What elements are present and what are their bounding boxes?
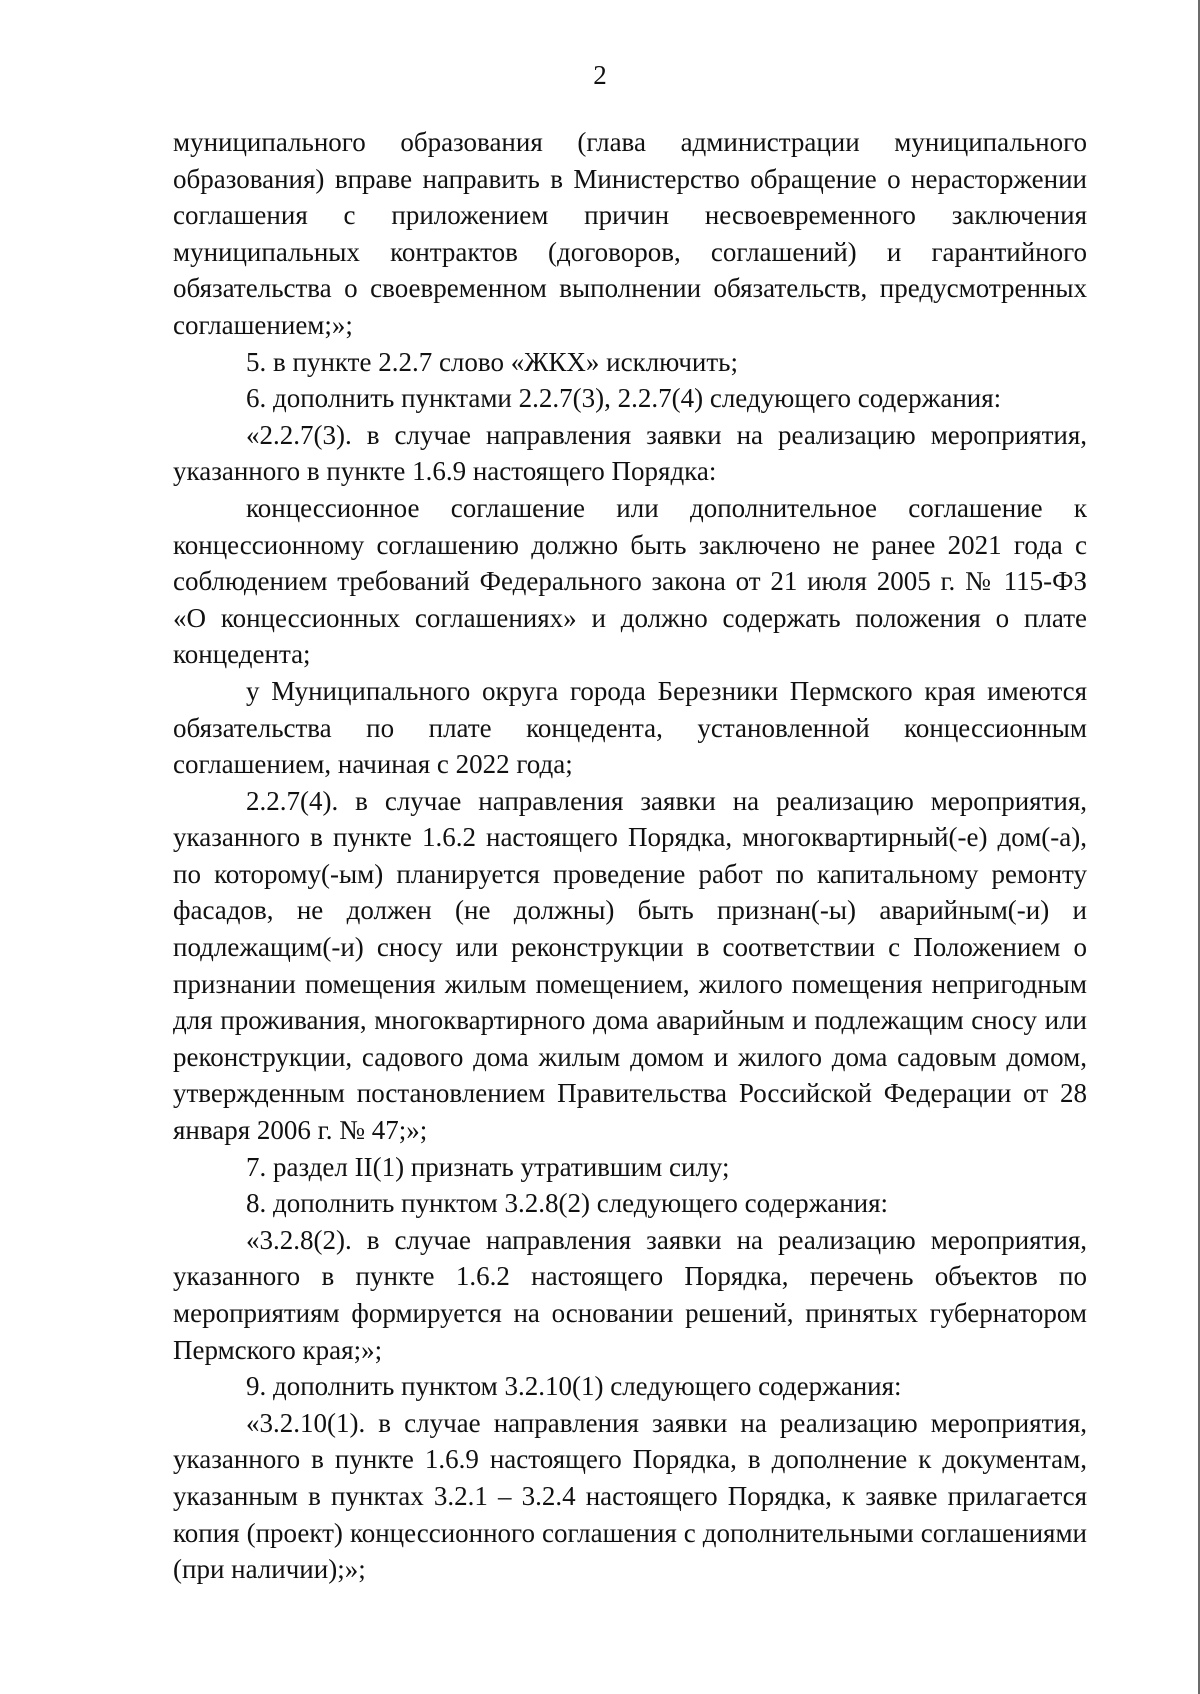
paragraph-6: у Муниципального округа города Березники Пермского края имеются обязательства по плате концедента, установленной концессионным соглашением, начиная с 2022 года;	[173, 675, 1087, 780]
paragraph-11: 9. дополнить пунктом 3.2.10(1) следующего содержания:	[246, 1371, 902, 1402]
paragraph-7: 2.2.7(4). в случае направления заявки на реализацию мероприятия, указанного в пункте 1.6.2 настоящего Порядка, многоквартирный(-е) дом(-а), по которому(-ым) планируется проведение работ по капитальному ремонту фасадов, не должен (не должны) быть признан(-ы) аварийным(-и) и подлежащим(-и) сносу или реконструкции в соответствии с Положением о признании помещения жилым помещением, жилого помещения непригодным для проживания, многоквартирного дома аварийным и подлежащим сносу или реконструкции, садового дома жилым домом и жилого дома садовым домом, утвержденным постановлением Правительства Российской Федерации от 28 января 2006 г. № 47;»;	[173, 785, 1087, 1146]
paragraph-9: 8. дополнить пунктом 3.2.8(2) следующего содержания:	[246, 1188, 889, 1219]
paragraph-3: 6. дополнить пунктами 2.2.7(3), 2.2.7(4) следующего содержания:	[246, 383, 1002, 414]
paragraph-8: 7. раздел II(1) признать утратившим силу;	[246, 1151, 730, 1182]
paragraph-4: «2.2.7(3). в случае направления заявки на реализацию мероприятия, указанного в пункте 1.6.9 настоящего Порядка:	[173, 419, 1087, 487]
paragraph-1: муниципального образования (глава администрации муниципального образования) вправе направить в Министерство обращение о нерасторжении соглашения с приложением причин несвоевременного заключения муниципальных контрактов (договоров, соглашений) и гарантийного обязательства о своевременном выполнении обязательств, предусмотренных соглашением;»;	[173, 127, 1087, 340]
paragraph-5: концессионное соглашение или дополнительное соглашение к концессионному соглашению должно быть заключено не ранее 2021 года с соблюдением требований Федерального закона от 21 июля 2005 г. № 115-ФЗ «О концессионных соглашениях» и должно содержать положения о плате концедента;	[173, 492, 1087, 670]
paragraph-2: 5. в пункте 2.2.7 слово «ЖКХ» исключить;	[246, 346, 738, 377]
paragraph-10: «3.2.8(2). в случае направления заявки на реализацию мероприятия, указанного в пункте 1.6.2 настоящего Порядка, перечень объектов по мероприятиям формируется на основании решений, принятых губернатором Пермского края;»;	[173, 1224, 1087, 1365]
page-number: 2	[593, 60, 607, 90]
document-body	[173, 124, 1087, 1588]
paragraph-12: «3.2.10(1). в случае направления заявки на реализацию мероприятия, указанного в пункте 1.6.9 настоящего Порядка, в дополнение к документам, указанным в пунктах 3.2.1 – 3.2.4 настоящего Порядка, к заявке прилагается копия (проект) концессионного соглашения с дополнительными соглашениями (при наличии);»;	[173, 1407, 1087, 1585]
